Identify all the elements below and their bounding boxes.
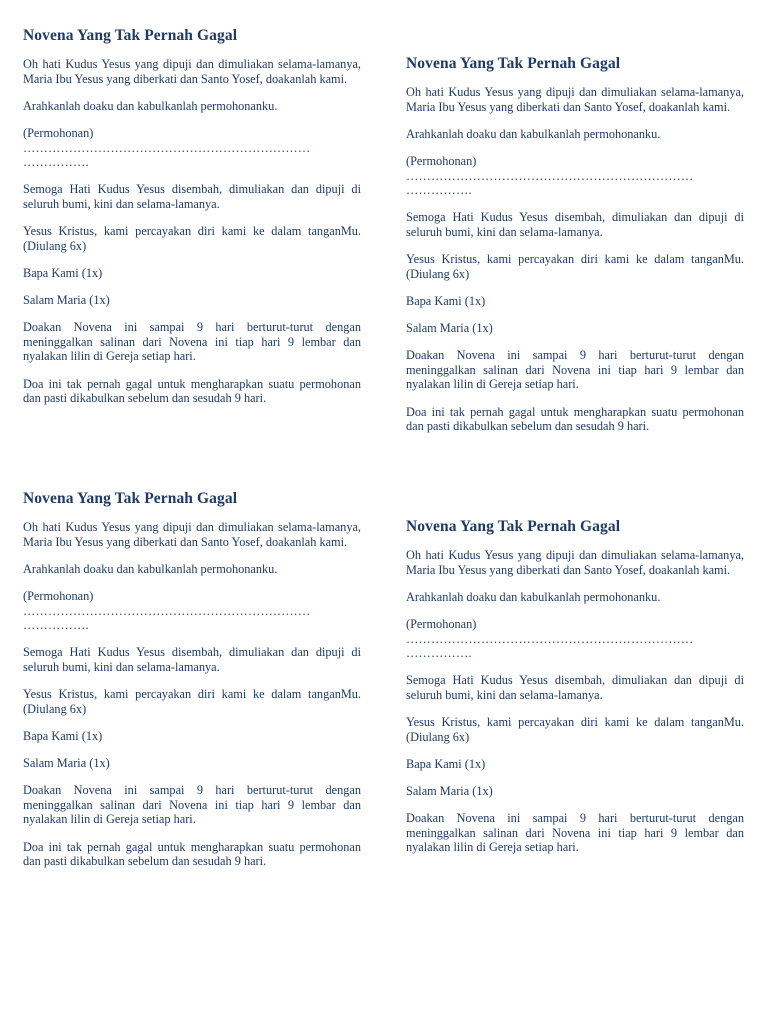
sacred-heart-praise: Semoga Hati Kudus Yesus disembah, dimuliakan dan dipuji di seluruh bumi, kini dan selama-lamanya. bbox=[406, 210, 744, 239]
novena-block-top-left bbox=[23, 26, 361, 406]
petition-label: (Permohonan) bbox=[406, 153, 477, 168]
sacred-heart-praise: Semoga Hati Kudus Yesus disembah, dimuliakan dan dipuji di seluruh bumi, kini dan selama-lamanya. bbox=[406, 673, 744, 702]
petition-dots-line-2: ……………. bbox=[406, 646, 472, 661]
closing-paragraph: Doa ini tak pernah gagal untuk mengharapkan suatu permohonan dan pasti dikabulkan sebelum dan sesudah 9 hari. bbox=[23, 839, 361, 869]
hail-mary-line: Salam Maria (1x) bbox=[23, 293, 110, 308]
petition-label: (Permohonan) bbox=[23, 125, 94, 140]
petition-dots-line-1: …………………………………………………………… bbox=[23, 140, 311, 155]
instructions-paragraph: Doakan Novena ini sampai 9 hari berturut-turut dengan meninggalkan salinan dari Novena ini tiap hari 9 lembar dan nyalakan lilin di Gereja setiap hari. bbox=[23, 320, 361, 364]
petition-section bbox=[23, 126, 361, 170]
request-line: Arahkanlah doaku dan kabulkanlah permohonanku. bbox=[23, 561, 278, 576]
petition-dots-line-1: …………………………………………………………… bbox=[406, 631, 694, 646]
petition-dots-line-1: …………………………………………………………… bbox=[23, 603, 311, 618]
our-father-line: Bapa Kami (1x) bbox=[406, 756, 486, 771]
opening-prayer: Oh hati Kudus Yesus yang dipuji dan dimuliakan selama-lamanya, Maria Ibu Yesus yang diberkati dan Santo Yosef, doakanlah kami. bbox=[406, 548, 744, 577]
our-father-line: Bapa Kami (1x) bbox=[406, 293, 486, 308]
trust-prayer: Yesus Kristus, kami percayakan diri kami ke dalam tanganMu. (Diulang 6x) bbox=[406, 715, 744, 744]
our-father-line: Bapa Kami (1x) bbox=[23, 728, 103, 743]
opening-prayer: Oh hati Kudus Yesus yang dipuji dan dimuliakan selama-lamanya, Maria Ibu Yesus yang diberkati dan Santo Yosef, doakanlah kami. bbox=[23, 520, 361, 549]
hail-mary-line: Salam Maria (1x) bbox=[23, 756, 110, 771]
novena-title: Novena Yang Tak Pernah Gagal bbox=[23, 490, 238, 507]
opening-prayer: Oh hati Kudus Yesus yang dipuji dan dimuliakan selama-lamanya, Maria Ibu Yesus yang diberkati dan Santo Yosef, doakanlah kami. bbox=[23, 57, 361, 86]
trust-prayer: Yesus Kristus, kami percayakan diri kami ke dalam tanganMu. (Diulang 6x) bbox=[406, 252, 744, 281]
sacred-heart-praise: Semoga Hati Kudus Yesus disembah, dimuliakan dan dipuji di seluruh bumi, kini dan selama-lamanya. bbox=[23, 645, 361, 674]
petition-section bbox=[406, 617, 744, 661]
petition-label: (Permohonan) bbox=[23, 588, 94, 603]
request-line: Arahkanlah doaku dan kabulkanlah permohonanku. bbox=[23, 98, 278, 113]
novena-title: Novena Yang Tak Pernah Gagal bbox=[23, 27, 238, 44]
petition-label: (Permohonan) bbox=[406, 616, 477, 631]
opening-prayer: Oh hati Kudus Yesus yang dipuji dan dimuliakan selama-lamanya, Maria Ibu Yesus yang diberkati dan Santo Yosef, doakanlah kami. bbox=[406, 85, 744, 114]
novena-title: Novena Yang Tak Pernah Gagal bbox=[406, 518, 621, 535]
novena-title: Novena Yang Tak Pernah Gagal bbox=[406, 55, 621, 72]
request-line: Arahkanlah doaku dan kabulkanlah permohonanku. bbox=[406, 589, 661, 604]
hail-mary-line: Salam Maria (1x) bbox=[406, 784, 493, 799]
sacred-heart-praise: Semoga Hati Kudus Yesus disembah, dimuliakan dan dipuji di seluruh bumi, kini dan selama-lamanya. bbox=[23, 182, 361, 211]
novena-block-bottom-right bbox=[406, 517, 744, 855]
our-father-line: Bapa Kami (1x) bbox=[23, 265, 103, 280]
petition-section bbox=[406, 154, 744, 198]
instructions-paragraph: Doakan Novena ini sampai 9 hari berturut-turut dengan meninggalkan salinan dari Novena ini tiap hari 9 lembar dan nyalakan lilin di Gereja setiap hari. bbox=[23, 783, 361, 827]
instructions-paragraph: Doakan Novena ini sampai 9 hari berturut-turut dengan meninggalkan salinan dari Novena ini tiap hari 9 lembar dan nyalakan lilin di Gereja setiap hari. bbox=[406, 348, 744, 392]
trust-prayer: Yesus Kristus, kami percayakan diri kami ke dalam tanganMu. (Diulang 6x) bbox=[23, 687, 361, 716]
hail-mary-line: Salam Maria (1x) bbox=[406, 321, 493, 336]
petition-dots-line-1: …………………………………………………………… bbox=[406, 168, 694, 183]
novena-block-top-right bbox=[406, 54, 744, 434]
instructions-paragraph: Doakan Novena ini sampai 9 hari berturut-turut dengan meninggalkan salinan dari Novena ini tiap hari 9 lembar dan nyalakan lilin di Gereja setiap hari. bbox=[406, 811, 744, 855]
petition-dots-line-2: ……………. bbox=[23, 155, 89, 170]
petition-dots-line-2: ……………. bbox=[406, 183, 472, 198]
closing-paragraph: Doa ini tak pernah gagal untuk mengharapkan suatu permohonan dan pasti dikabulkan sebelum dan sesudah 9 hari. bbox=[406, 404, 744, 434]
request-line: Arahkanlah doaku dan kabulkanlah permohonanku. bbox=[406, 126, 661, 141]
closing-paragraph: Doa ini tak pernah gagal untuk mengharapkan suatu permohonan dan pasti dikabulkan sebelum dan sesudah 9 hari. bbox=[23, 376, 361, 406]
trust-prayer: Yesus Kristus, kami percayakan diri kami ke dalam tanganMu. (Diulang 6x) bbox=[23, 224, 361, 253]
petition-dots-line-2: ……………. bbox=[23, 618, 89, 633]
novena-block-bottom-left bbox=[23, 489, 361, 869]
petition-section bbox=[23, 589, 361, 633]
